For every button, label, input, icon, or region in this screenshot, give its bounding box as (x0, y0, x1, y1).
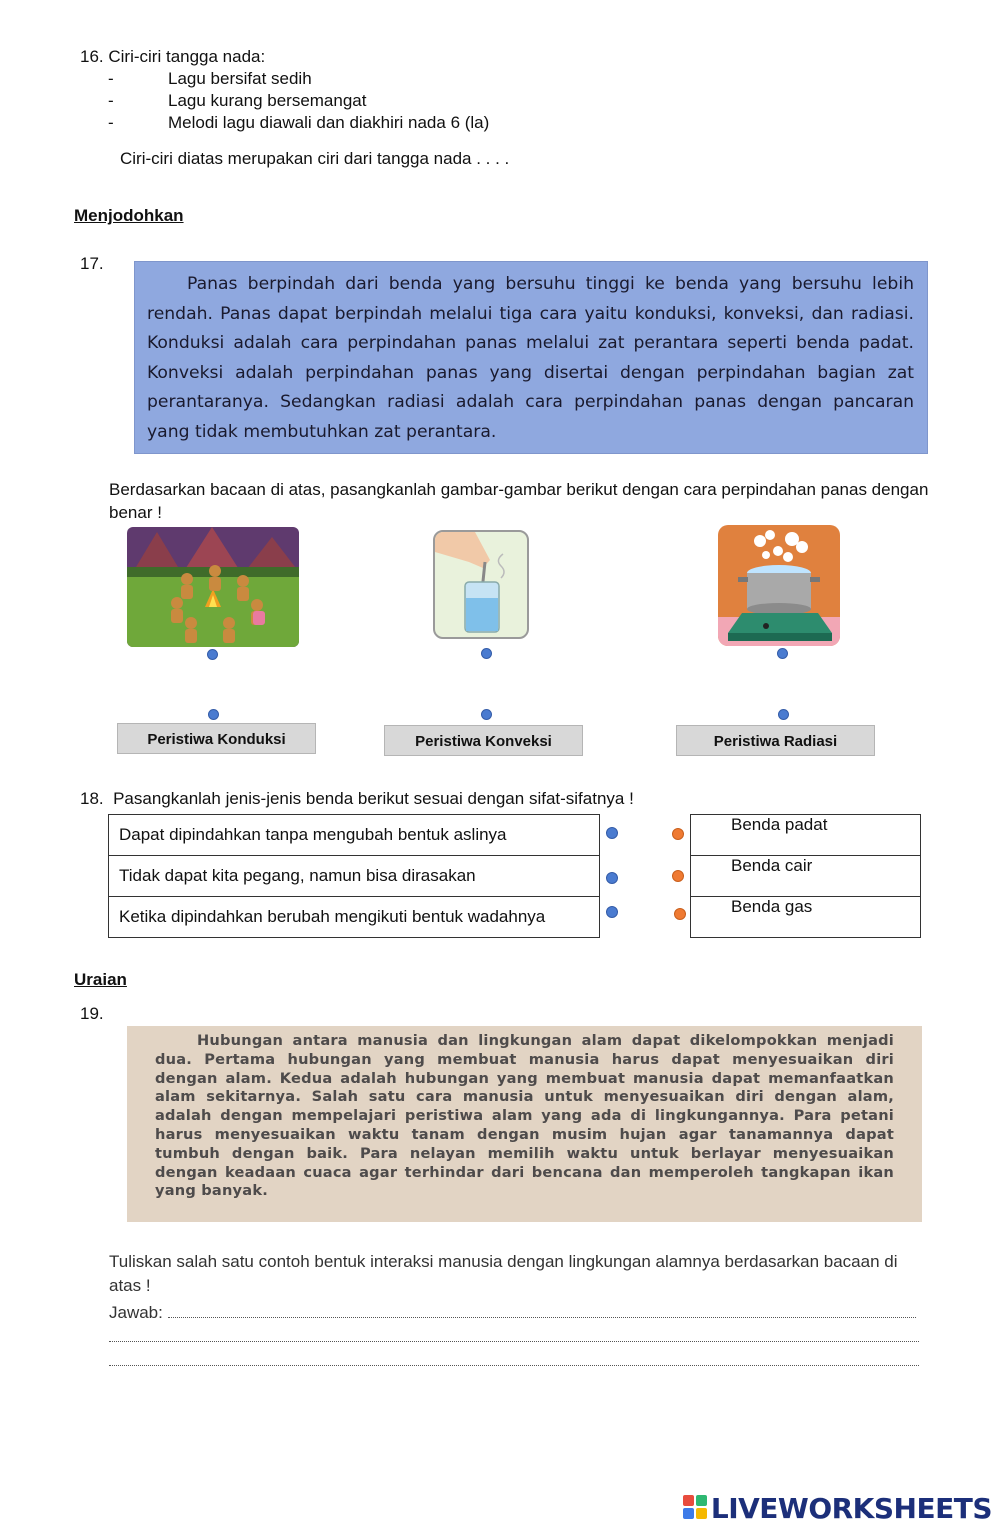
label-konveksi: Peristiwa Konveksi (384, 725, 583, 756)
q18-left-table (108, 814, 600, 938)
q18-left-item: Dapat dipindahkan tanpa mengubah bentuk aslinya (109, 815, 599, 856)
boiling-pot-image (718, 525, 840, 646)
q16-question: Ciri-ciri diatas merupakan ciri dari tangga nada . . . . (120, 149, 510, 168)
section-heading-matching: Menjodohkan (74, 206, 184, 225)
match-dot-label-1[interactable] (208, 709, 219, 720)
q19-number: 19. (80, 1004, 104, 1023)
q18-right-item: Benda cair (691, 856, 920, 897)
q16-bullet: - Lagu kurang bersemangat (108, 91, 367, 110)
q18-dot-right-3[interactable] (674, 908, 686, 920)
label-radiasi: Peristiwa Radiasi (676, 725, 875, 756)
q17-passage-box (134, 261, 928, 454)
q18-dot-left-3[interactable] (606, 906, 618, 918)
q16-bullet: - Melodi lagu diawali dan diakhiri nada 6 (la) (108, 113, 490, 132)
section-heading-essay: Uraian (74, 970, 127, 989)
match-dot-label-2[interactable] (481, 709, 492, 720)
liveworksheets-logo-icon (683, 1495, 709, 1521)
match-dot-picture-3[interactable] (777, 648, 788, 659)
q18-right-table (690, 814, 921, 938)
q18-right-item: Benda padat (691, 815, 920, 856)
match-dot-picture-1[interactable] (207, 649, 218, 660)
spoon-glass-image (433, 530, 529, 639)
q17-instruction: Berdasarkan bacaan di atas, pasangkanlah gambar-gambar berikut dengan cara perpindahan panas dengan benar ! (109, 480, 929, 522)
answer-line-1[interactable]: Jawab: (109, 1301, 921, 1325)
q18-right-item: Benda gas (731, 897, 813, 916)
q18-question: 18. Pasangkanlah jenis-jenis benda berikut sesuai dengan sifat-sifatnya ! (80, 789, 634, 808)
q18-left-item: Ketika dipindahkan berubah mengikuti bentuk wadahnya (119, 907, 546, 926)
q16-bullet: - Lagu bersifat sedih (108, 69, 312, 88)
answer-line-2[interactable] (109, 1325, 921, 1349)
label-konduksi: Peristiwa Konduksi (117, 723, 316, 754)
match-dot-picture-2[interactable] (481, 648, 492, 659)
match-dot-label-3[interactable] (778, 709, 789, 720)
q19-question: Tuliskan salah satu contoh bentuk interaksi manusia dengan lingkungan alamnya berdasarkan bacaan di atas ! (109, 1252, 898, 1295)
q18-dot-left-1[interactable] (606, 827, 618, 839)
q18-dot-left-2[interactable] (606, 872, 618, 884)
answer-line-3[interactable] (109, 1349, 921, 1373)
question-16 (80, 46, 509, 170)
q18-dot-right-1[interactable] (672, 828, 684, 840)
q18-dot-right-2[interactable] (672, 870, 684, 882)
q17-number: 17. (80, 254, 104, 273)
liveworksheets-logo: LIVEWORKSHEETS (683, 1492, 992, 1525)
q19-passage: Hubungan antara manusia dan lingkungan alam dapat dikelompokkan menjadi dua. Pertama hubungan yang membuat manusia harus dapat menyesuaikan diri dengan alam. Kedua adalah hubungan yang membuat manusia dapat memanfaatkan alam sekitarnya. Salah satu cara manusia untuk menyesuaikan diri dengan alam, adalah dengan mempelajari peristiwa alam yang ada di lingkungannya. Para petani harus menyesuaikan waktu tanam dengan musim hujan agar tanamannya dapat tumbuh dengan baik. Para nelayan memilih waktu untuk berlayar menyesuaikan dengan keadaan cuaca agar terhindar dari bencana dan memperoleh tangkapan ikan yang banyak. (155, 1032, 894, 1200)
q17-passage: Panas berpindah dari benda yang bersuhu tinggi ke benda yang bersuhu lebih rendah. Panas dapat berpindah melalui tiga cara yaitu konduksi, konveksi, dan radiasi. Konduksi adalah cara perpindahan panas melalui zat perantara seperti benda padat. Konveksi adalah perpindahan panas yang disertai dengan perpindahan bagian zat perantaranya. Sedangkan radiasi adalah cara perpindahan panas dengan pancaran yang tidak membutuhkan zat perantara. (147, 274, 914, 442)
q16-title: 16. Ciri-ciri tangga nada: (80, 47, 266, 66)
q18-left-item: Tidak dapat kita pegang, namun bisa dirasakan (109, 856, 599, 897)
q19-passage-box (127, 1026, 922, 1222)
campfire-image (127, 527, 299, 647)
